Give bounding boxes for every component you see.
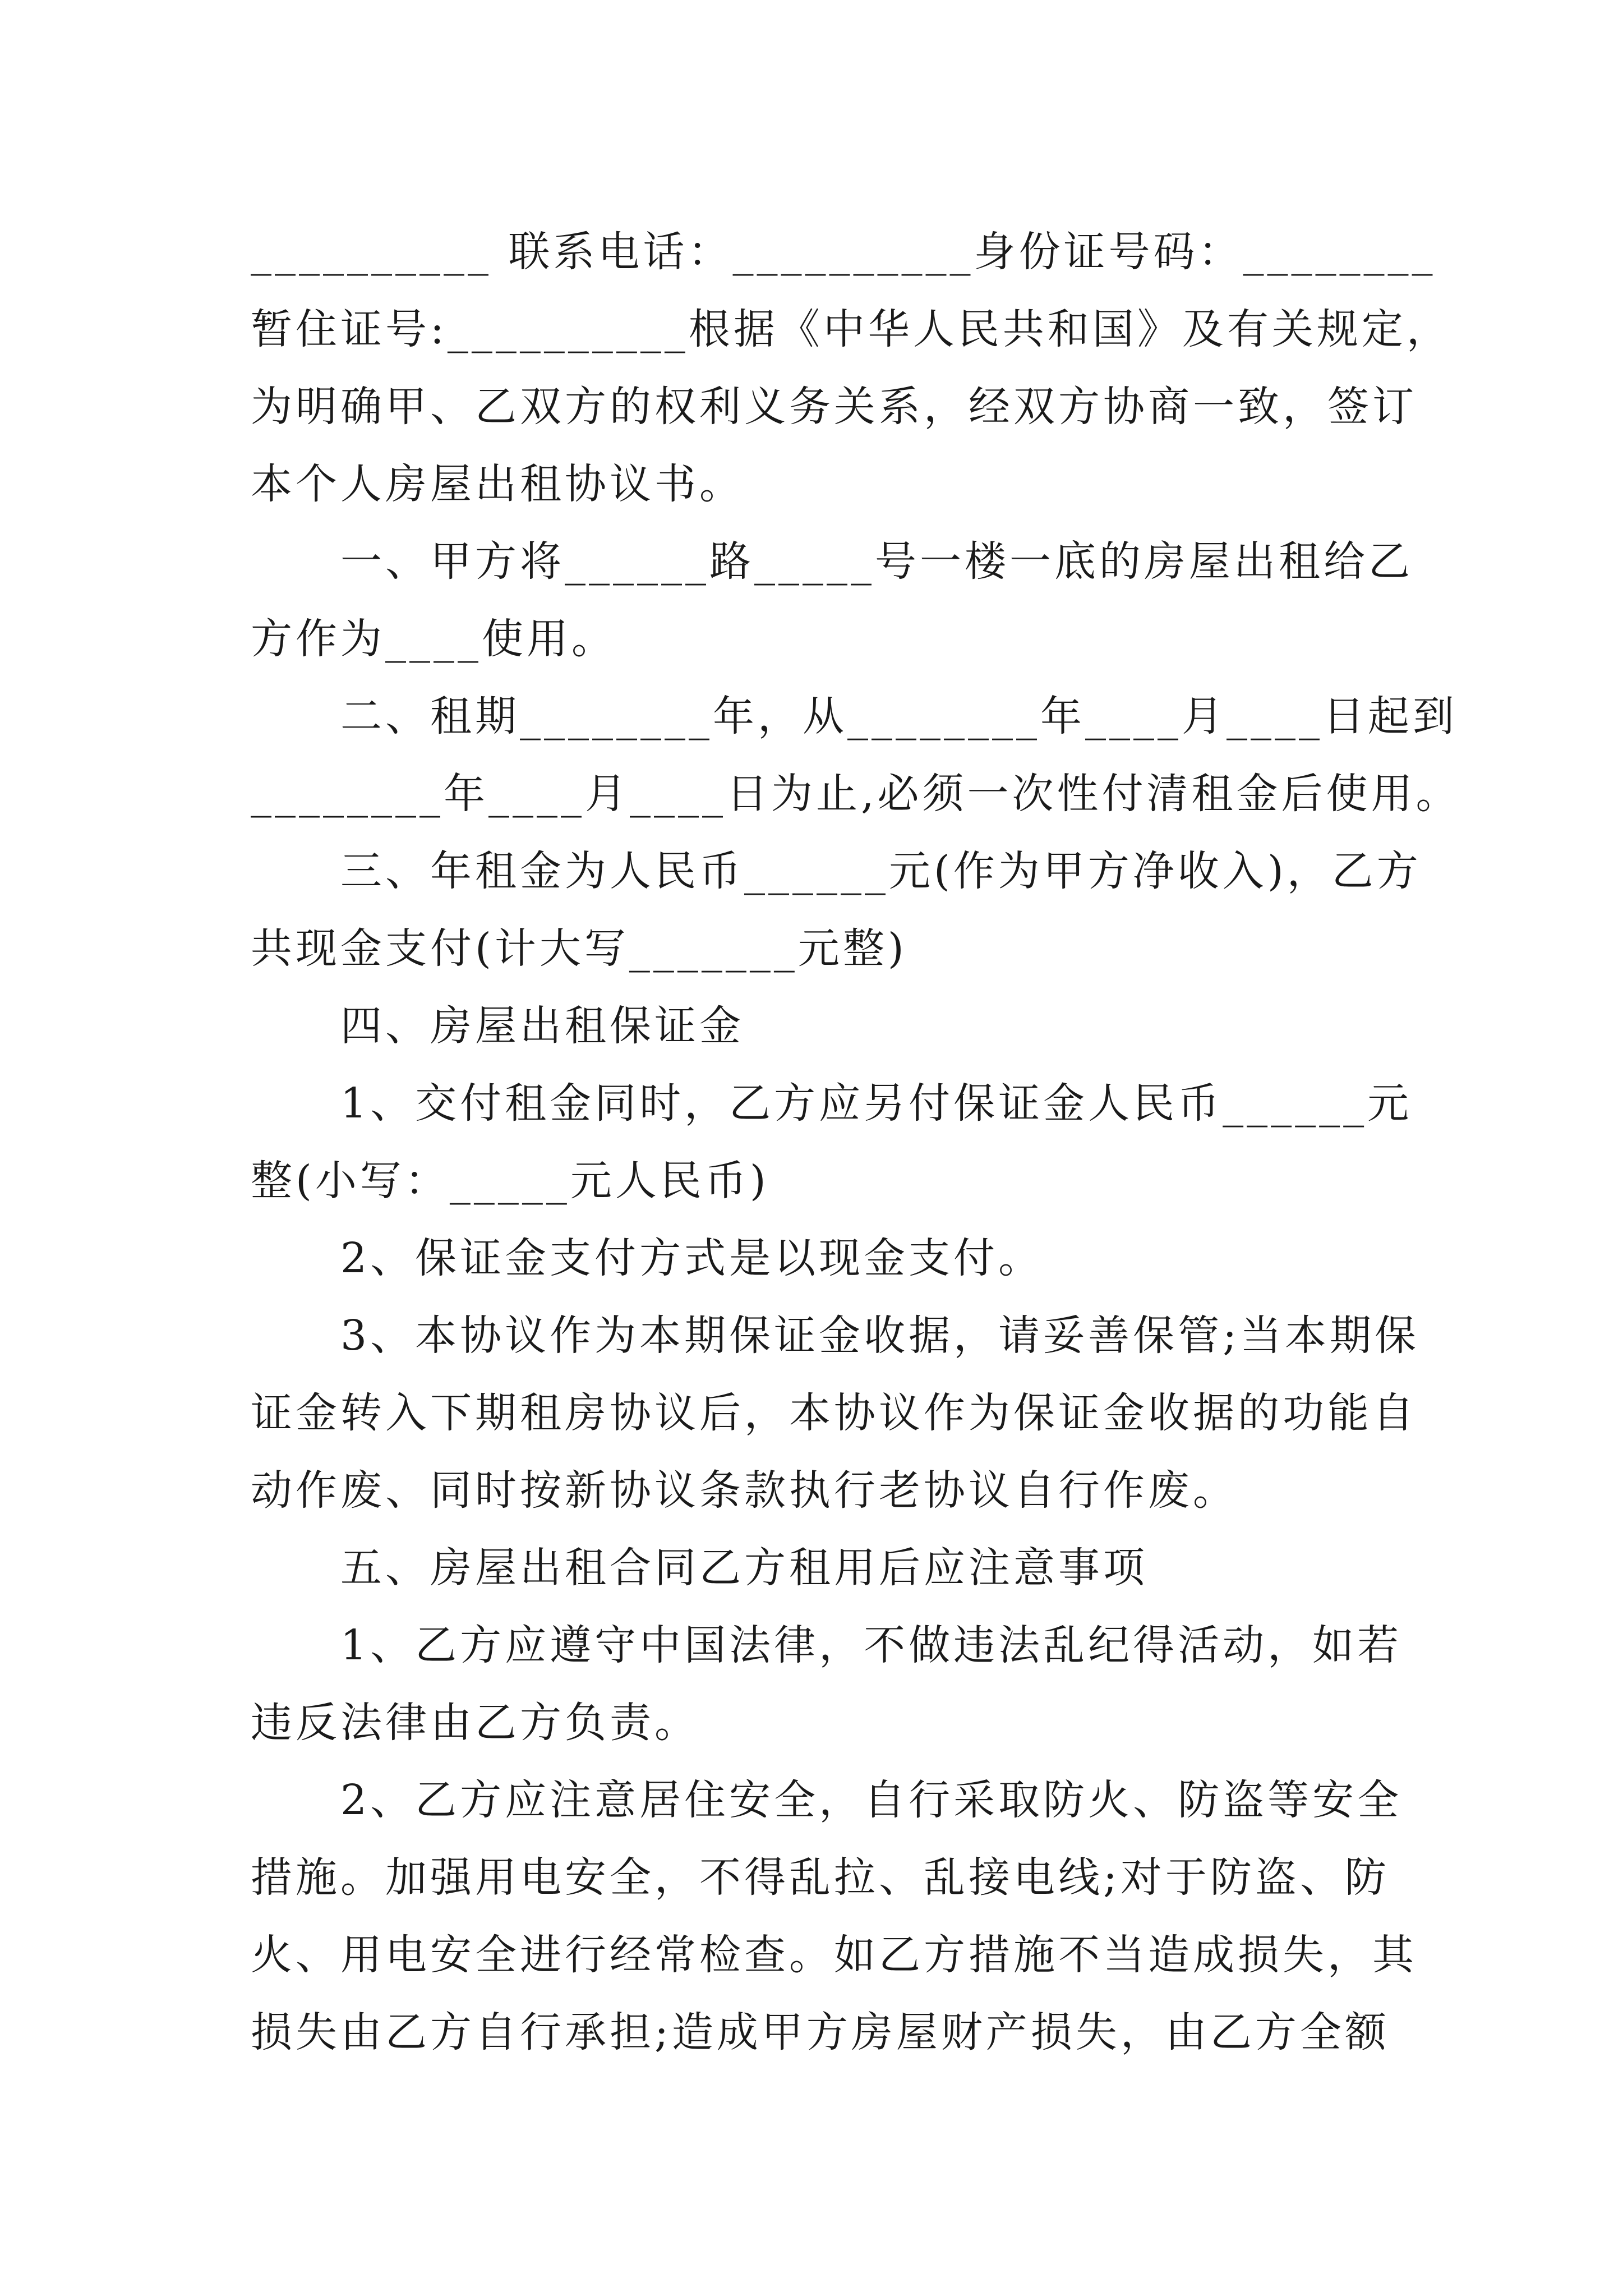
text-line: 暂住证号:__________根据《中华人民共和国》及有关规定， bbox=[251, 305, 1451, 353]
text-line: 火、用电安全进行经常检查。如乙方措施不当造成损失，其 bbox=[251, 1931, 1417, 1979]
text-line: 一、甲方将______路_____号一楼一底的房屋出租给乙 bbox=[340, 537, 1413, 586]
text-line: __________ 联系电话：__________身份证号码：________ bbox=[251, 228, 1436, 276]
text-line: 共现金支付(计大写_______元整) bbox=[251, 924, 907, 973]
text-line: 损失由乙方自行承担;造成甲方房屋财产损失，由乙方全额 bbox=[251, 2008, 1390, 2056]
text-line: 证金转入下期租房协议后，本协议作为保证金收据的功能自 bbox=[251, 1389, 1417, 1437]
text-line: 二、租期________年，从________年____月____日起到 bbox=[340, 692, 1458, 740]
text-line: 1、交付租金同时，乙方应另付保证金人民币______元 bbox=[340, 1079, 1413, 1128]
contract-body bbox=[251, 213, 1461, 2071]
text-line: ________年____月____日为止,必须一次性付清租金后使用。 bbox=[251, 770, 1461, 818]
text-line: 措施。加强用电安全，不得乱拉、乱接电线;对于防盗、防 bbox=[251, 1853, 1390, 1902]
text-line: 方作为____使用。 bbox=[251, 615, 616, 663]
text-line: 3、本协议作为本期保证金收据，请妥善保管;当本期保 bbox=[340, 1312, 1420, 1360]
text-line: 动作废、同时按新协议条款执行老协议自行作废。 bbox=[251, 1466, 1238, 1515]
section-heading: 五、房屋出租合同乙方租用后应注意事项 bbox=[340, 1544, 1148, 1592]
text-line: 1、乙方应遵守中国法律，不做违法乱纪得活动，如若 bbox=[340, 1621, 1403, 1669]
text-line: 本个人房屋出租协议书。 bbox=[251, 460, 744, 508]
text-line: 三、年租金为人民币______元(作为甲方净收入)，乙方 bbox=[340, 847, 1422, 895]
text-line: 2、保证金支付方式是以现金支付。 bbox=[340, 1234, 1044, 1282]
text-line: 违反法律由乙方负责。 bbox=[251, 1699, 699, 1747]
text-line: 整(小写：_____元人民币) bbox=[251, 1157, 769, 1205]
text-line: 2、乙方应注意居住安全，自行采取防火、防盗等安全 bbox=[340, 1776, 1403, 1824]
section-heading: 四、房屋出租保证金 bbox=[340, 1002, 744, 1050]
text-line: 为明确甲、乙双方的权利义务关系，经双方协商一致，签订 bbox=[251, 383, 1417, 431]
